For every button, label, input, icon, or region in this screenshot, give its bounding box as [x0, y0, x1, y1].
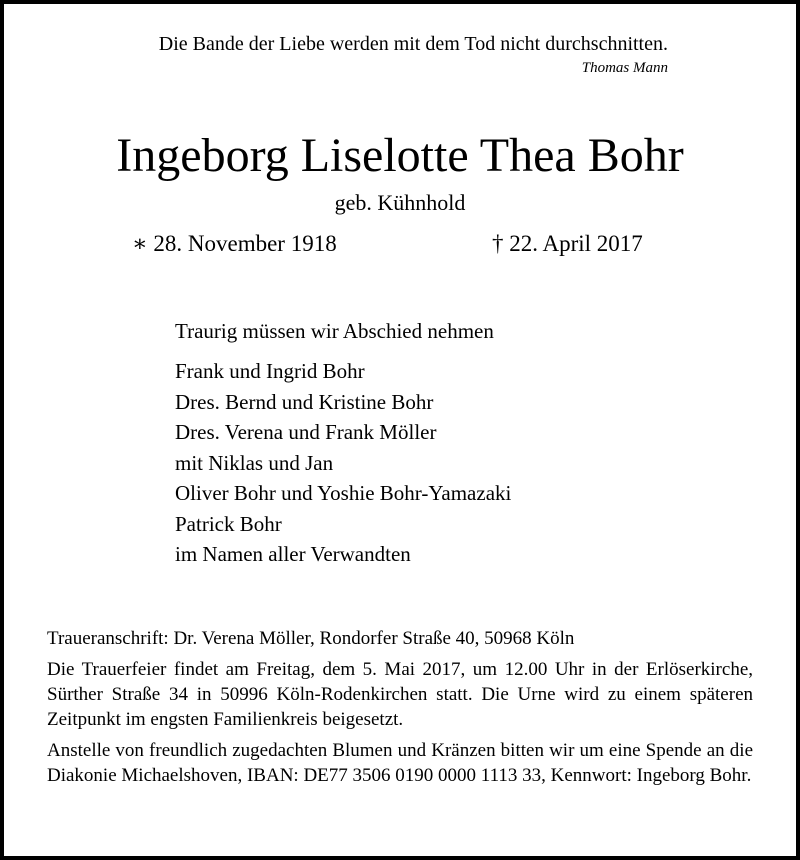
- mourner-entry: Dres. Verena und Frank Möller: [175, 420, 437, 444]
- quote-text: Die Bande der Liebe werden mit dem Tod nicht durchschnitten.: [158, 33, 668, 55]
- notes-block: [47, 626, 753, 794]
- mourners-block: [175, 316, 511, 570]
- mourner-entry: Oliver Bohr und Yoshie Bohr-Yamazaki: [175, 481, 512, 505]
- birth-date: ∗ 28. November 1918: [132, 231, 337, 256]
- mourner-entry: Dres. Bernd und Kristine Bohr: [175, 389, 434, 414]
- mourners-intro: Traurig müssen wir Abschied nehmen: [175, 319, 494, 343]
- quote-block: [60, 30, 668, 78]
- birth-name: geb. Kühnhold: [334, 190, 466, 215]
- donation-info: Anstelle von freundlich zugedachten Blumen und Kränzen bitten wir um eine Spende an die Diakonie Michaelshoven, IBAN: DE77 3506 0190 0000 1113 33, Kennwort: Ingeborg Bohr.: [47, 740, 753, 786]
- mourner-entry: Patrick Bohr: [175, 511, 282, 536]
- death-date: † 22. April 2017: [492, 231, 643, 256]
- ceremony-info: Die Trauerfeier findet am Freitag, dem 5. Mai 2017, um 12.00 Uhr in der Erlöserkirche, Sürther Straße 34 in 50996 Köln-Rodenkirchen statt. Die Urne wird zu einem späteren Zeitpunkt im engsten Familienkreis beigesetzt.: [47, 659, 753, 730]
- quote-author: Thomas Mann: [581, 60, 668, 76]
- deceased-name: Ingeborg Liselotte Thea Bohr: [116, 129, 684, 182]
- mourning-address: Traueranschrift: Dr. Verena Möller, Rondorfer Straße 40, 50968 Köln: [47, 628, 575, 649]
- mourners-list: [175, 356, 511, 570]
- mourner-entry: im Namen aller Verwandten: [175, 542, 411, 566]
- mourner-entry: mit Niklas und Jan: [175, 450, 334, 475]
- mourner-entry: Frank und Ingrid Bohr: [175, 359, 365, 383]
